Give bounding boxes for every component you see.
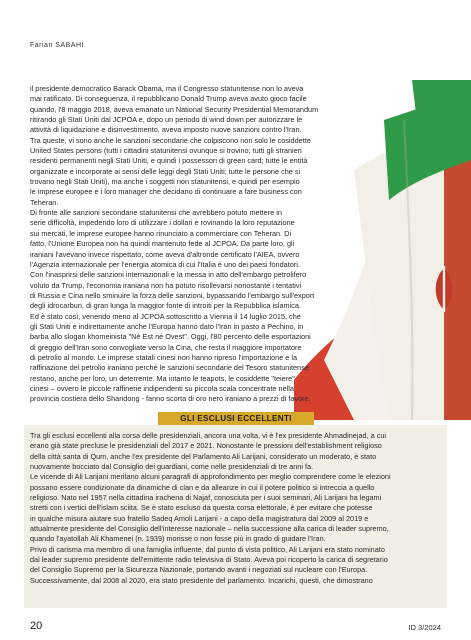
page-number: 20 xyxy=(30,620,43,632)
box-line: della città santa di Qum, anche l'ex presidente del Parlamento Ali Larijani, considerato un moderato, è stato xyxy=(30,451,377,461)
body-line: ritirando gli Stati Uniti dal JCPOA e, dopo un periodo di wind down per autorizzare le xyxy=(30,115,303,125)
body-line: Tra queste, vi sono anche le sanzioni secondarie che colpiscono non solo le cosiddette xyxy=(30,135,311,145)
body-line: di Russia e Cina nello sminuire la forza delle sanzioni, bypassando l'embargo sull'export xyxy=(30,290,315,300)
body-line: cinesi – ovvero le piccole raffinerie indipendenti su piccola scala concentrate nella xyxy=(30,383,294,393)
box-line: stretti con i vertici dell'islam sciita. Se è stato escluso da questa corsa elettorale, è per evitare che potesse xyxy=(30,503,373,513)
box-line: Tra gli esclusi eccellenti alla corsa delle presidenziali, ancora una volta, vi è l'ex presidente Ahmadinejad, a cui xyxy=(30,431,387,440)
body-line: di petrolio al mondo. Le imprese statali cinesi non hanno ripreso l'importazione e la xyxy=(30,352,298,362)
box-line: Le vicende di Ali Larijani meritano alcuni paragrafi di approfondimento per meglio comprendere come le elezioni xyxy=(30,472,391,482)
body-line: gli Stati Uniti e indirettamente anche l'Europa hanno dato l'Iran in pasto a Pechino, in xyxy=(30,321,304,331)
body-line: residenti permanenti negli Stati Uniti, e quindi i possessori di green card; tutte le entità xyxy=(30,156,308,166)
body-line: organizzate e incorporate ai sensi delle leggi degli Stati Uniti; tutte le persone che si xyxy=(30,166,301,176)
sidebar-box-text xyxy=(30,431,441,586)
body-line: sui mercati, le imprese europee hanno rinunciato a commerciare con Teheran. Di xyxy=(30,228,292,238)
body-line: serie difficoltà, impedendo loro di utilizzare i dollari e rovinando la loro reputazione xyxy=(30,218,295,228)
body-line: voluto da Trump, l'economia iraniana non ha potuto risollevarsi nonostante i tentativi xyxy=(30,280,302,290)
author-name: Farian SABAHI xyxy=(30,42,84,49)
box-line: possano essere condizionate da dinamiche di clan e da alleanze in cui il potere politico si intreccia a quello xyxy=(30,482,375,492)
body-line: il presidente democratico Barack Obama, ma il Congresso statunitense non lo aveva xyxy=(30,84,304,93)
body-line: le imprese europee e i loro manager che decidano di continuare a fare business con xyxy=(30,187,302,197)
box-line: nuovamente bocciato dal Consiglio dei guardiani, come nelle presidenziali di tre anni fa. xyxy=(30,462,314,472)
box-line: in qualche misura aiutare suo fratello Sadeq Amoli Larijani - a capo della magistratura dal 2009 al 2019 e xyxy=(30,513,369,523)
body-line: provincia costiera dello Shandong - fanno scorta di oro nero iraniano a prezzi di favore. xyxy=(30,394,311,404)
box-line: del Consiglio Supremo per la Sicurezza Nazionale, portando avanti i negoziati sul nucleare con l'Europa. xyxy=(30,565,368,575)
body-line: attività di liquidazione e disinvestimento, aveva imposto nuove sanzioni contro l'Iran. xyxy=(30,125,302,135)
body-line: fatto, l'Unione Europea non ha quindi mantenuto fede al JCPOA. Da parte loro, gli xyxy=(30,239,295,249)
body-line: Con l'inasprirsi delle sanzioni internazionali e la messa in atto dell'embargo petrolifero xyxy=(30,270,307,280)
body-line: trovano negli Stati Uniti), ma anche i soggetti non statunitensi, e quindi per esempio xyxy=(30,177,300,187)
box-line: Successivamente, dal 2008 al 2020, era stato presidente del parlamento. Incarichi, questi, che dimostrano xyxy=(30,575,373,585)
body-line: Ed è stato così, venendo meno al JCPOA sottoscritto a Vienna il 14 luglio 2015, che xyxy=(30,311,301,321)
box-line: quando l'ayatollah Ali Khamenei (n. 1939) morisse o non fosse più in grado di guidare l'Iran. xyxy=(30,534,326,544)
article-body xyxy=(30,84,442,405)
box-line: religioso. Nato nel 1957 nella cittadina irachena di Najaf, conosciuta per i suoi seminari, Ali Larijani ha legami xyxy=(30,493,382,503)
box-line: Privo di carisma ma membro di una famiglia influente, dal punto di vista politico, Ali Larijani era stato nominato xyxy=(30,544,385,554)
body-line: raffinazione del petrolio iraniano perché le sanzioni secondarie del Tesoro statunitense xyxy=(30,363,309,373)
body-line: quando, l'8 maggio 2018, aveva emanato un National Security Presidential Memorandum xyxy=(30,104,319,114)
issue-label: ID 3/2024 xyxy=(408,623,441,632)
body-line: iraniani l'avevano invece rispettato, come aveva d'altronde certificato l'AIEA, ovvero xyxy=(30,249,300,259)
body-line: restano, anche per loro, un deterrente. Ma intanto le teapots, le cosiddette "teiere" xyxy=(30,373,295,383)
body-line: Di fronte alle sanzioni secondarie statunitensi che avrebbero potuto mettere in xyxy=(30,208,282,218)
section-title: GLI ESCLUSI ECCELLENTI xyxy=(158,412,314,425)
body-line: di greggio dell'Iran sono convogliate verso la Cina, che resta il maggiore importatore xyxy=(30,342,302,352)
box-line: attualmente presidente del Consiglio dell'interesse nazionale – nella successione alla carica di leader supremo, xyxy=(30,524,389,534)
box-line: dal leader supremo presidente dell'emittente radio televisiva di Stato. Aveva poi ricoperto la carica di segretario xyxy=(30,555,388,565)
body-line: Teheran. xyxy=(30,197,59,207)
body-line: l'Agenzia internazionale per l'energia atomica di cui l'Italia è uno dei paesi fondatori. xyxy=(30,259,300,269)
body-line: mai ratificato. Di conseguenza, il repubblicano Donald Trump aveva avuto gioco facile xyxy=(30,94,307,104)
body-line: barba allo slogan khomeinista "Né Est né Ovest". Oggi, l'80 percento delle esportazioni xyxy=(30,332,311,342)
body-line: degli idrocarburi, di gran lunga la maggior fonte di introiti per la Repubblica islamica. xyxy=(30,301,301,311)
box-line: erano già state precluse le presidenziali del 2017 e 2021. Nonostante le pressioni dell'establishment religioso xyxy=(30,441,382,451)
body-line: United States persons (tutti i cittadini statunitensi ovunque si trovino; tutti gli stranieri xyxy=(30,146,302,156)
